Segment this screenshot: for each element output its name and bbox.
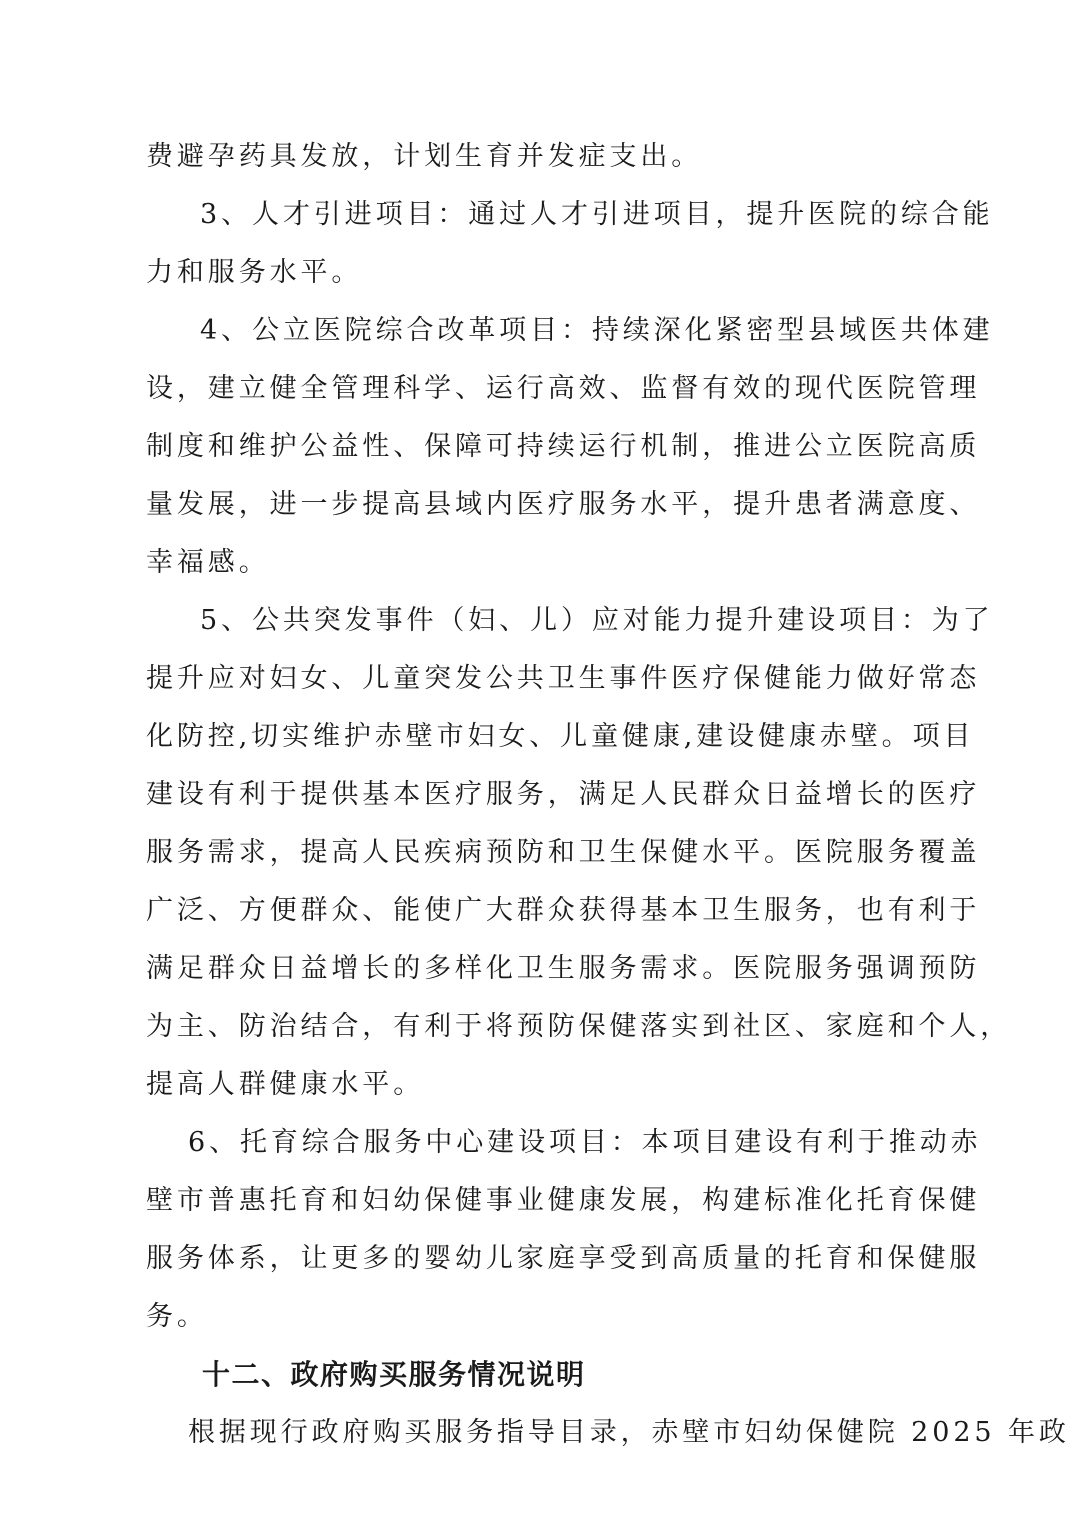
paragraph-line: 幸福感。 [146, 547, 270, 578]
paragraph-line: 建设有利于提供基本医疗服务，满足人民群众日益增长的医疗 [146, 779, 981, 810]
paragraph-line: 壁市普惠托育和妇幼保健事业健康发展，构建标准化托育保健 [146, 1185, 981, 1216]
paragraph-line: 服务需求，提高人民疾病预防和卫生保健水平。医院服务覆盖 [146, 837, 981, 868]
paragraph-line: 为主、防治结合，有利于将预防保健落实到社区、家庭和个人， [146, 1011, 1012, 1042]
paragraph-line: 服务体系，让更多的婴幼儿家庭享受到高质量的托育和保健服 [146, 1243, 981, 1274]
paragraph-line: 量发展，进一步提高县域内医疗服务水平，提升患者满意度、 [146, 489, 981, 520]
section-heading: 十二、政府购买服务情况说明 [202, 1358, 586, 1391]
paragraph-line: 设，建立健全管理科学、运行高效、监督有效的现代医院管理 [146, 373, 981, 404]
paragraph-line: 广泛、方便群众、能使广大群众获得基本卫生服务，也有利于 [146, 895, 981, 926]
paragraph-line: 提升应对妇女、儿童突发公共卫生事件医疗保健能力做好常态 [146, 663, 981, 694]
paragraph-line: 提高人群健康水平。 [146, 1069, 425, 1100]
paragraph-line: 6、托育综合服务中心建设项目：本项目建设有利于推动赤 [188, 1127, 982, 1158]
document-body [146, 128, 1070, 1462]
paragraph-line: 5、公共突发事件（妇、儿）应对能力提升建设项目：为了 [200, 605, 994, 636]
paragraph-line: 力和服务水平。 [146, 257, 363, 288]
paragraph-line: 费避孕药具发放，计划生育并发症支出。 [146, 141, 703, 172]
paragraph-line: 制度和维护公益性、保障可持续运行机制，推进公立医院高质 [146, 431, 981, 462]
paragraph-line: 4、公立医院综合改革项目：持续深化紧密型县域医共体建 [200, 315, 994, 346]
paragraph-line: 根据现行政府购买服务指导目录，赤壁市妇幼保健院 2025 年政 [188, 1417, 1070, 1448]
paragraph-line: 化防控,切实维护赤壁市妇女、儿童健康,建设健康赤壁。项目 [146, 721, 975, 752]
paragraph-line: 3、人才引进项目：通过人才引进项目，提升医院的综合能 [200, 199, 994, 230]
paragraph-line: 务。 [146, 1301, 208, 1332]
paragraph-line: 满足群众日益增长的多样化卫生服务需求。医院服务强调预防 [146, 953, 981, 984]
